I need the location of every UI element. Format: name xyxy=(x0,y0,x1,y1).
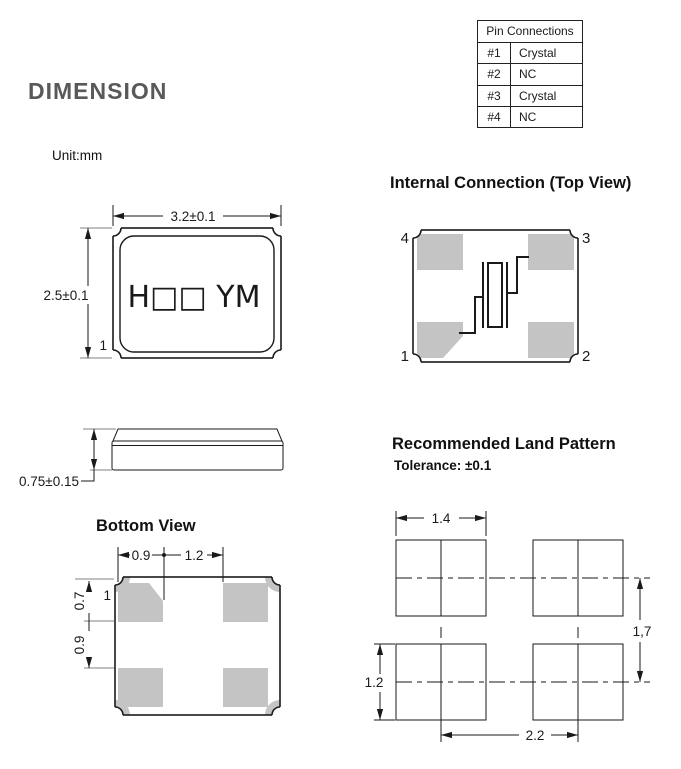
pin-number: #4 xyxy=(478,107,511,127)
pad-bottom xyxy=(223,583,268,622)
bottom-view-title: Bottom View xyxy=(96,517,196,535)
page-title: DIMENSION xyxy=(28,78,168,104)
pin-label-1: 1 xyxy=(400,348,409,365)
bottom-view-drawing xyxy=(72,547,288,723)
land-pitch-y-dim: 1,7 xyxy=(632,624,652,639)
pin-function: Crystal xyxy=(519,88,557,103)
unit-label: Unit:mm xyxy=(52,148,103,163)
pin-number: #3 xyxy=(478,86,511,106)
land-pattern-drawing xyxy=(365,511,652,743)
pin-function: Crystal xyxy=(519,46,557,61)
pin-label-2: 2 xyxy=(582,348,591,365)
pin-table-header: Pin Connections xyxy=(478,21,582,43)
side-view-drawing xyxy=(19,429,283,489)
lid-profile xyxy=(113,429,282,441)
land-pad-height-dim: 1.2 xyxy=(364,675,384,690)
pin1-marker: 1 xyxy=(99,338,107,353)
wire-to-pad3 xyxy=(507,257,529,293)
pad-width-dim: 0.9 xyxy=(131,548,151,563)
pin-number: #1 xyxy=(478,43,511,63)
pad-bottom xyxy=(223,668,268,707)
thickness-dimension: 0.75±0.15 xyxy=(19,474,79,489)
land-pitch-x-dim: 2.2 xyxy=(525,728,545,743)
pad-bottom xyxy=(118,668,163,707)
width-dimension: 3.2±0.1 xyxy=(170,209,216,224)
pin-label-3: 3 xyxy=(582,230,591,247)
internal-connection-title: Internal Connection (Top View) xyxy=(390,174,632,192)
pad-3 xyxy=(528,234,574,270)
land-pad-width-dim: 1.4 xyxy=(431,511,451,526)
pad-2 xyxy=(528,322,574,358)
pad-height-dim: 0.7 xyxy=(72,591,87,611)
part-marking: H□□ YM xyxy=(127,280,261,315)
pad-1-bottom xyxy=(118,583,163,622)
pad-vgap-dim: 0.9 xyxy=(72,635,87,655)
pin-function: NC xyxy=(519,109,537,124)
tolerance-label: Tolerance: ±0.1 xyxy=(394,458,492,473)
internal-connection-drawing xyxy=(401,222,591,370)
pad-1 xyxy=(417,322,463,358)
pad-4 xyxy=(417,234,463,270)
crystal-symbol xyxy=(488,263,502,327)
top-view-drawing xyxy=(44,205,289,366)
land-pattern-title: Recommended Land Pattern xyxy=(392,435,616,453)
pad-gap-dim: 1.2 xyxy=(184,548,204,563)
pin-function: NC xyxy=(519,67,537,82)
height-dimension: 2.5±0.1 xyxy=(43,288,89,303)
pin-label-4: 4 xyxy=(400,230,409,247)
pin1-marker-bottom: 1 xyxy=(103,588,111,603)
pin-number: #2 xyxy=(478,64,511,84)
